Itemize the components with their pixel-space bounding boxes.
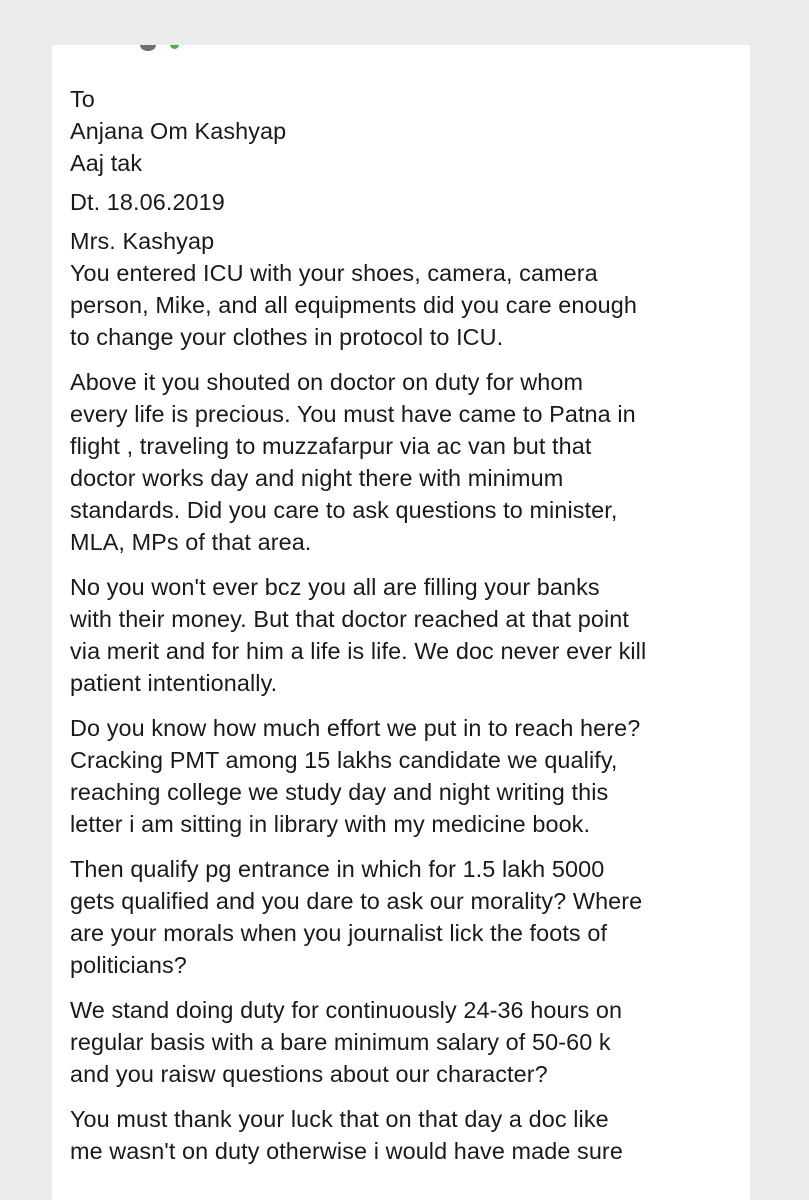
paragraph-line: patient intentionally. <box>70 670 278 696</box>
status-dots-icon <box>140 45 200 59</box>
paragraph-2 <box>70 366 742 558</box>
paragraph-line: and you raisw questions about our character? <box>70 1061 548 1087</box>
paragraph-3 <box>70 571 742 699</box>
paragraph-line: regular basis with a bare minimum salary of 50-60 k <box>70 1029 611 1055</box>
salutation: Mrs. Kashyap <box>70 228 215 254</box>
paragraph-line: via merit and for him a life is life. We doc never ever kill <box>70 638 647 664</box>
address-block <box>70 83 742 179</box>
paragraph-line: Cracking PMT among 15 lakhs candidate we qualify, <box>70 747 618 773</box>
green-dot-icon <box>170 45 179 49</box>
letter-body <box>70 83 742 1180</box>
paragraph-4 <box>70 712 742 840</box>
recipient-org: Aaj tak <box>70 150 143 176</box>
letter-page <box>52 45 750 1200</box>
paragraph-line: gets qualified and you dare to ask our morality? Where <box>70 888 643 914</box>
date-block <box>70 186 742 218</box>
paragraph-line: with their money. But that doctor reached at that point <box>70 606 629 632</box>
paragraph-line: You must thank your luck that on that day a doc like <box>70 1106 609 1132</box>
paragraph-line: letter i am sitting in library with my medicine book. <box>70 811 591 837</box>
paragraph-line: We stand doing duty for continuously 24-36 hours on <box>70 997 623 1023</box>
paragraph-line: reaching college we study day and night writing this <box>70 779 609 805</box>
paragraph-6 <box>70 994 742 1090</box>
gray-dot-icon <box>140 45 156 51</box>
paragraph-line: MLA, MPs of that area. <box>70 529 312 555</box>
paragraph-5 <box>70 853 742 981</box>
paragraph-line: person, Mike, and all equipments did you care enough <box>70 292 637 318</box>
to-line: To <box>70 86 95 112</box>
paragraph-line: to change your clothes in protocol to ICU. <box>70 324 504 350</box>
letter-date: Dt. 18.06.2019 <box>70 189 225 215</box>
paragraph-line: doctor works day and night there with minimum <box>70 465 564 491</box>
paragraph-line: standards. Did you care to ask questions to minister, <box>70 497 618 523</box>
paragraph-line: Do you know how much effort we put in to reach here? <box>70 715 641 741</box>
paragraph-line: me wasn't on duty otherwise i would have made sure <box>70 1138 623 1164</box>
paragraph-line: You entered ICU with your shoes, camera, camera <box>70 260 598 286</box>
paragraph-line: flight , traveling to muzzafarpur via ac van but that <box>70 433 592 459</box>
paragraph-line: Above it you shouted on doctor on duty for whom <box>70 369 584 395</box>
recipient-name: Anjana Om Kashyap <box>70 118 287 144</box>
paragraph-line: every life is precious. You must have came to Patna in <box>70 401 636 427</box>
paragraph-line: are your morals when you journalist lick the foots of <box>70 920 608 946</box>
paragraph-line: Then qualify pg entrance in which for 1.5 lakh 5000 <box>70 856 605 882</box>
paragraph-7 <box>70 1103 742 1167</box>
paragraph-1 <box>70 225 742 353</box>
paragraph-line: No you won't ever bcz you all are filling your banks <box>70 574 600 600</box>
paragraph-line: politicians? <box>70 952 187 978</box>
